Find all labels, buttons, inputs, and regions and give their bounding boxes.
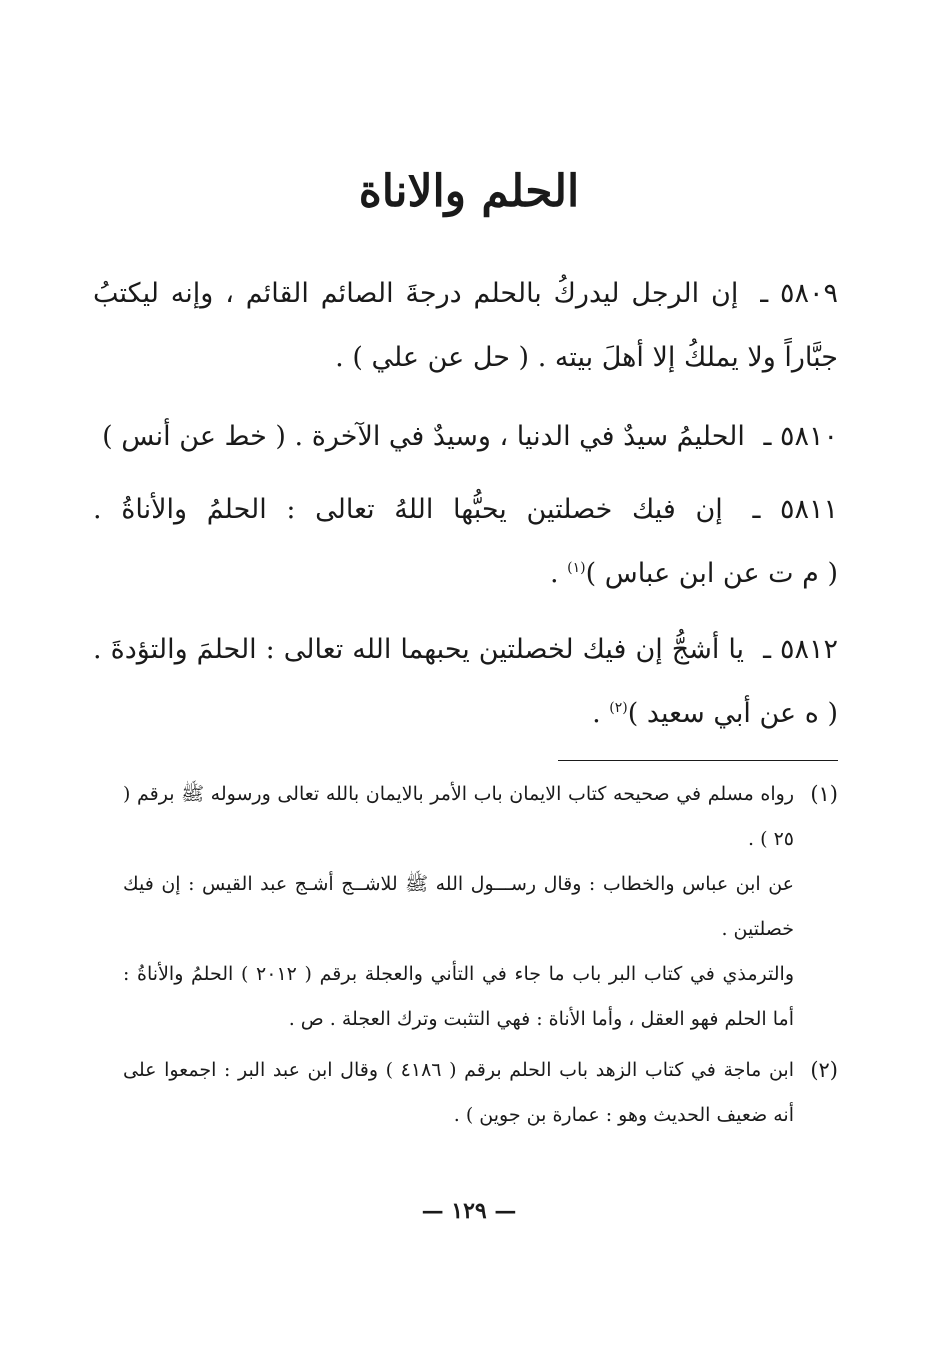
hadith-5811 <box>93 478 838 606</box>
hadith-number: ٥٨٠٩ ـ <box>760 278 838 309</box>
hadith-end: . <box>549 558 568 589</box>
footnotes <box>123 772 838 1138</box>
hadith-text: إن الرجل ليدركُ بالحلم درجةَ الصائم القائم ، وإنه ليكتبُ جبَّاراً ولا يملكُ إلا أهلَ بيته . <box>93 278 838 373</box>
hadith-text: الحليمُ سيدٌ في الدنيا ، وسيدٌ في الآخرة . <box>294 421 745 452</box>
footnote-paragraph: عن ابن عباس والخطاب : وقال رســـول الله ﷺ للاشــج أشـج عبد القيس : إن فيك خصلتين . <box>123 873 794 940</box>
hadith-number: ٥٨١١ ـ <box>752 494 839 525</box>
footnote-paragraph: رواه مسلم في صحيحه كتاب الايمان باب الأمر بالايمان بالله تعالى ورسوله ﷺ برقم ( ٢٥ ) . <box>123 783 794 850</box>
footnote-paragraph: والترمذي في كتاب البر باب ما جاء في التأني والعجلة برقم ( ٢٠١٢ ) الحلمُ والأناةُ : أما الحلم فهو العقل ، وأما الأناة : فهي التثبت وترك العجلة . ص . <box>123 963 795 1030</box>
hadith-source: ( خط عن أنس ) <box>102 421 286 452</box>
hadith-text: يا أشجُّ إن فيك لخصلتين يحبهما الله تعالى : الحلمَ والتؤدةَ . <box>93 634 745 665</box>
footnote-marker: (٢) <box>810 1058 838 1082</box>
hadith-text: إن فيك خصلتين يحبُّها اللهُ تعالى : الحلمُ والأناةُ . <box>93 494 723 525</box>
footnote-1 <box>123 772 838 1042</box>
hadith-5809 <box>93 262 838 390</box>
hadith-source: ( ه عن أبي سعيد ) <box>627 698 838 729</box>
footnote-divider <box>558 760 838 761</box>
hadith-number: ٥٨١٢ ـ <box>763 634 838 665</box>
footnote-marker: (١) <box>810 782 838 806</box>
page-number: — ١٢٩ — <box>421 1198 517 1224</box>
chapter-title: الحلم والاناة <box>358 166 580 217</box>
footnote-ref-2[interactable]: (٢) <box>609 700 628 716</box>
hadith-end: . <box>592 698 610 729</box>
hadith-5812 <box>93 618 838 746</box>
footnote-ref-1[interactable]: (١) <box>567 560 586 576</box>
hadith-source: ( م ت عن ابن عباس ) <box>585 558 838 589</box>
footnote-body <box>123 1048 794 1138</box>
hadith-source: ( حل عن علي ) . <box>335 342 530 373</box>
footnote-paragraph: ابن ماجة في كتاب الزهد باب الحلم برقم ( ٤١٨٦ ) وقال ابن عبد البر : اجمعوا على أنه ضعيف الحديث وهو : عمارة بن جوين ) . <box>123 1059 794 1126</box>
footnote-2 <box>123 1048 838 1138</box>
footnote-body <box>123 772 794 1042</box>
hadith-number: ٥٨١٠ ـ <box>763 421 838 452</box>
hadith-5810 <box>93 405 838 469</box>
